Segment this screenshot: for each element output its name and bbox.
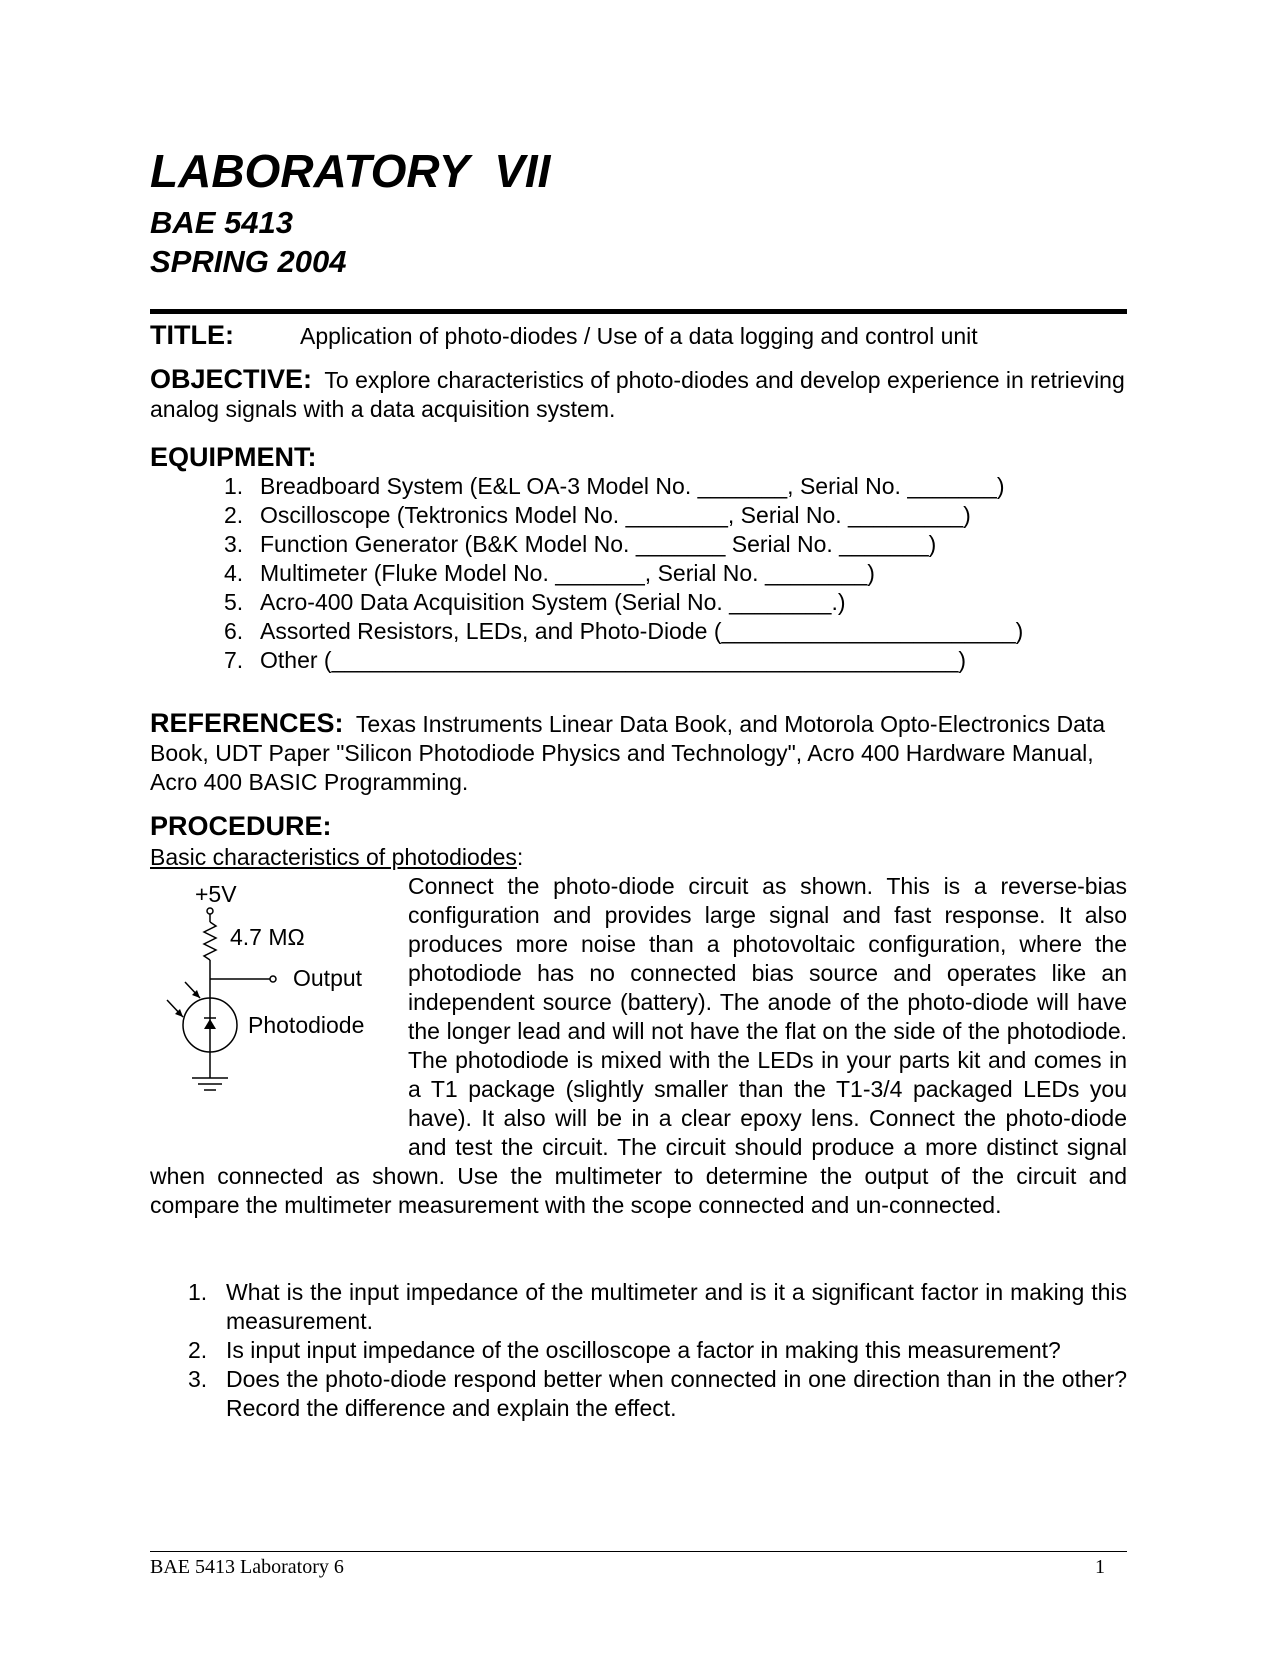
list-item bbox=[150, 588, 1023, 617]
list-number: 3. bbox=[188, 1366, 208, 1392]
page-number: 1 bbox=[1095, 1556, 1105, 1578]
list-number: 3. bbox=[224, 531, 244, 557]
list-number: 6. bbox=[224, 618, 244, 644]
supply-label: +5V bbox=[195, 881, 237, 907]
resistor-label: 4.7 MΩ bbox=[230, 924, 305, 950]
list-item bbox=[150, 1336, 1127, 1365]
objective-label: OBJECTIVE: bbox=[150, 364, 313, 394]
list-item bbox=[150, 617, 1023, 646]
list-text: Breadboard System (E&L OA-3 Model No. _______, Serial No. _______) bbox=[260, 473, 1005, 499]
procedure-heading: PROCEDURE: bbox=[150, 811, 332, 841]
list-text: Is input input impedance of the oscilloscope a factor in making this measurement? bbox=[226, 1337, 1061, 1363]
references-text: Texas Instruments Linear Data Book, and Motorola Opto-Electronics Data Book, UDT Paper "Silicon Photodiode Physics and Technology", Acro 400 Hardware Manual, Acro 400 BASIC Programming. bbox=[150, 711, 1106, 795]
photodiode-circuit-diagram bbox=[150, 872, 405, 1142]
list-item bbox=[150, 1365, 1127, 1423]
equipment-heading: EQUIPMENT: bbox=[150, 442, 317, 472]
resistor-symbol bbox=[204, 922, 216, 960]
list-text: Oscilloscope (Tektronics Model No. ________, Serial No. _________) bbox=[260, 502, 971, 528]
title-label: TITLE: bbox=[150, 320, 234, 350]
list-item bbox=[150, 1278, 1127, 1336]
list-text: Assorted Resistors, LEDs, and Photo-Diode (_______________________) bbox=[260, 618, 1024, 644]
course-number: BAE 5413 bbox=[150, 205, 294, 240]
list-number: 1. bbox=[188, 1279, 208, 1305]
title-row bbox=[150, 318, 1127, 357]
term: SPRING 2004 bbox=[150, 244, 347, 279]
list-item bbox=[150, 501, 1023, 530]
list-text: What is the input impedance of the multimeter and is it a significant factor in making this measurement. bbox=[226, 1279, 1127, 1334]
supply-terminal bbox=[207, 908, 213, 914]
photodiode-triangle bbox=[204, 1019, 216, 1029]
subheading-text: Basic characteristics of photodiodes bbox=[150, 844, 517, 870]
lab-title: LABORATORY VII bbox=[150, 145, 551, 197]
objective-section bbox=[150, 365, 1127, 424]
procedure-subheading bbox=[150, 843, 523, 872]
list-item bbox=[150, 472, 1023, 501]
objective-text: To explore characteristics of photo-diodes and develop experience in retrieving analog signals with a data acquisition system. bbox=[150, 367, 1125, 422]
list-text: Multimeter (Fluke Model No. _______, Serial No. ________) bbox=[260, 560, 875, 586]
references-label: REFERENCES: bbox=[150, 708, 344, 738]
references-section bbox=[150, 709, 1127, 797]
list-text: Does the photo-diode respond better when connected in one direction than in the other? Record the difference and explain the effect. bbox=[226, 1366, 1127, 1421]
output-terminal bbox=[270, 976, 276, 982]
list-number: 5. bbox=[224, 589, 244, 615]
output-label: Output bbox=[293, 965, 363, 991]
list-number: 7. bbox=[224, 647, 244, 673]
question-list bbox=[150, 1278, 1127, 1423]
footer-title: BAE 5413 Laboratory 6 bbox=[150, 1556, 344, 1578]
list-number: 4. bbox=[224, 560, 244, 586]
list-item bbox=[150, 530, 1023, 559]
list-text: Acro-400 Data Acquisition System (Serial No. ________.) bbox=[260, 589, 846, 615]
subheading-suffix: : bbox=[516, 844, 524, 870]
list-text: Other (_________________________________________________) bbox=[260, 647, 967, 673]
procedure-text: Connect the photo-diode circuit as shown. This is a reverse-bias configuration and provides large signal and fast response. It also produces more noise than a photovoltaic configuration, where the photodiode has no connected bias source and operates like an independent source (battery). The anode of the photo-diode will have the longer lead and will not have the flat on the side of the photodiode. The photodiode is mixed with the LEDs in your parts kit and comes in a T1 package (slightly smaller than the T1-3/4 packaged LEDs you have). It also will be in a clear epoxy lens. Connect the photo-diode and test the circuit. The circuit should produce a more distinct signal when connected as shown. Use the multimeter to determine the output of the circuit and compare the multimeter measurement with the scope connected and un-connected. bbox=[150, 873, 1127, 1218]
footer-divider bbox=[150, 1551, 1127, 1552]
equipment-list bbox=[150, 472, 1023, 675]
list-number: 1. bbox=[224, 473, 244, 499]
title-value: Application of photo-diodes / Use of a data logging and control unit bbox=[300, 323, 978, 349]
list-number: 2. bbox=[188, 1337, 208, 1363]
header-divider bbox=[150, 309, 1127, 314]
list-item bbox=[150, 559, 1023, 588]
list-text: Function Generator (B&K Model No. _______ Serial No. _______) bbox=[260, 531, 937, 557]
list-number: 2. bbox=[224, 502, 244, 528]
list-item bbox=[150, 646, 1023, 675]
photodiode-label: Photodiode bbox=[248, 1012, 365, 1038]
